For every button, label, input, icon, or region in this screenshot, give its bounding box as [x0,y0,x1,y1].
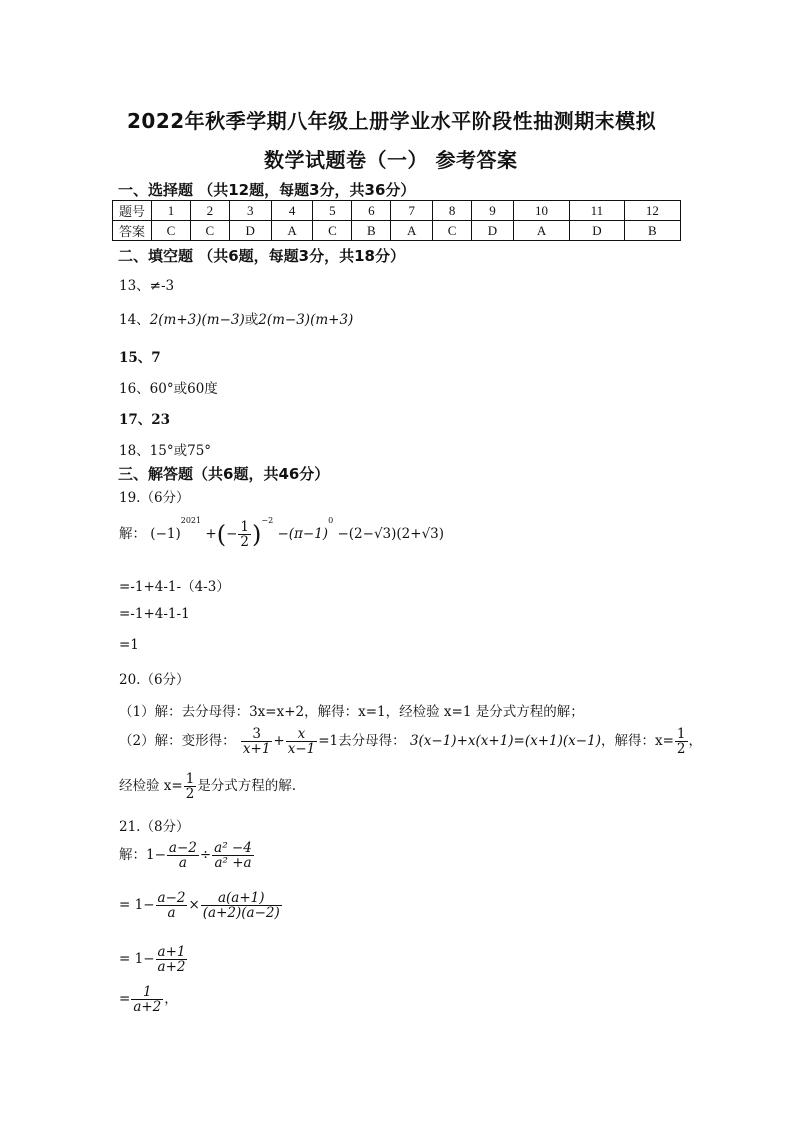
fraction: $\frac{1}{2}$ [676,726,686,758]
question-number-cell: 9 [472,201,514,221]
exponent: 2021 [180,516,202,525]
answer-cell: A [513,221,569,241]
solve-label: 解： [119,526,146,543]
fraction: $\frac{a(a+1)}{(a+2)(a-2)}$ [202,890,280,922]
answer-cell: A [391,221,433,241]
question-number-cell: 10 [513,201,569,221]
question-number-cell: 4 [271,201,313,221]
q19-label: 19.（6分） [119,490,190,506]
q20-part1: （1）解：去分母得：3x=x+2，解得：x=1，经检验 x=1 是分式方程的解； [119,704,584,720]
answer-17: 17、23 [119,412,171,428]
question-number-cell: 8 [433,201,472,221]
answer-cell: B [352,221,391,241]
answer-cell: D [570,221,624,241]
fraction: $\frac{a-2}{a}$ [157,890,186,922]
q19-step3: =1 [119,637,139,653]
question-number-cell: 6 [352,201,391,221]
answer-cell: C [433,221,472,241]
question-number-cell: 2 [190,201,229,221]
equation-tail: =1去分母得： [318,733,406,750]
question-number-cell: 7 [391,201,433,221]
q20-check [119,772,296,801]
expr-base: (−1) [150,526,181,543]
answer-14-expr2: 2(m−3)(m+3) [258,312,354,328]
q21-line2: = 1− $\frac{a-2}{a}$ × $\frac{a(a+1)}{(a+2)(a-2)}$ [119,890,280,922]
fraction: $\frac{x}{x-1}$ [287,726,316,758]
solve-label: 解： [119,847,146,864]
question-number-cell: 11 [570,201,624,221]
check-suffix: 是分式方程的解. [197,778,297,795]
q21-line1: 解：1− $\frac{a-2}{a}$ ÷ $\frac{\text{a² −4}}{\text{a² +a}}$ [119,840,252,872]
fraction: $\frac{1}{2}$ [240,519,249,551]
answer-16: 16、60°或60度 [119,381,218,397]
fraction: $\frac{\text{a² −4}}{\text{a² +a}}$ [214,840,252,872]
question-number-cell: 3 [229,201,271,221]
page-title-line2: 数学试题卷（一） 参考答案 [264,148,518,172]
q19-step2: =-1+4-1-1 [119,606,190,622]
q20-label: 20.（6分） [119,672,190,688]
answer-cell: B [624,221,680,241]
fraction: $\frac{1}{2}$ [185,771,195,803]
answer-14-label: 14、 [119,312,150,328]
answer-cell: C [152,221,191,241]
answer-cell: C [190,221,229,241]
answer-15: 15、7 [119,350,161,366]
solve-text: ，解得：x= [600,733,674,750]
question-number-cell: 5 [313,201,352,221]
section1-heading: 一、选择题 （共12题，每题3分，共36分） [118,181,416,199]
expr-term: −(2−√3)(2+√3) [337,526,445,543]
page-title-line1: 2022年秋季学期八年级上册学业水平阶段性抽测期末模拟 [127,109,657,133]
q21-line4: = $\frac{1}{a+2}$ ， [119,984,178,1016]
section2-heading: 二、填空题 （共6题，每题3分，共18分） [118,247,405,265]
section3-heading: 三、解答题（共6题，共46分） [118,465,330,483]
fraction: $\frac{a+1}{a+2}$ [157,944,186,976]
q19-expression: 解： $(-1)^{2021}$ +(− $\frac{1}{2}$ )$^{-2} -(\pi-1)^0 -(2-√3)(2+√3)$ [119,516,445,551]
exponent: 0 [328,516,334,525]
question-number-cell: 1 [152,201,191,221]
expanded-equation: 3(x−1)+x(x+1)=(x+1)(x−1) [409,733,601,750]
fraction: $\frac{1}{a+2}$ [133,984,162,1016]
q21-label: 21.（8分） [119,819,190,835]
answer-cell: D [472,221,514,241]
q21-line3: = 1− $\frac{a+1}{a+2}$ [119,944,186,976]
fraction: $\frac{3}{x+1}$ [242,726,271,758]
q20-part2: （2）解：变形得： $\frac{3}{x+1}$ + $\frac{x}{x-1}$ =1去分母得： 3(x−1)+x(x+1)=(x+1)(x−1)，解得：x= $\frac{1}{2}$ ， [119,726,702,758]
expr-term: −(π−1) [277,526,329,543]
answer-14 [119,308,353,328]
fraction: $\frac{a-2}{a}$ [168,840,197,872]
answer-table [112,200,681,241]
question-number-cell: 12 [624,201,680,221]
row-header: 题号 [113,201,152,221]
answer-cell: A [271,221,313,241]
row-header: 答案 [113,221,152,241]
answer-13: 13、≠-3 [119,278,175,294]
answer-cell: D [229,221,271,241]
answer-14-or: 或 [244,312,259,328]
answer-14-expr1: 2(m+3)(m−3) [149,312,245,328]
q20-part2-prefix: （2）解：变形得： [119,733,236,750]
answer-cell: C [313,221,352,241]
exponent: −2 [261,516,274,525]
table-row [113,201,681,221]
check-prefix: 经检验 x= [119,778,183,795]
table-row [113,221,681,241]
answer-18: 18、15°或75° [119,443,212,459]
q19-step1: =-1+4-1-（4-3） [119,579,230,595]
